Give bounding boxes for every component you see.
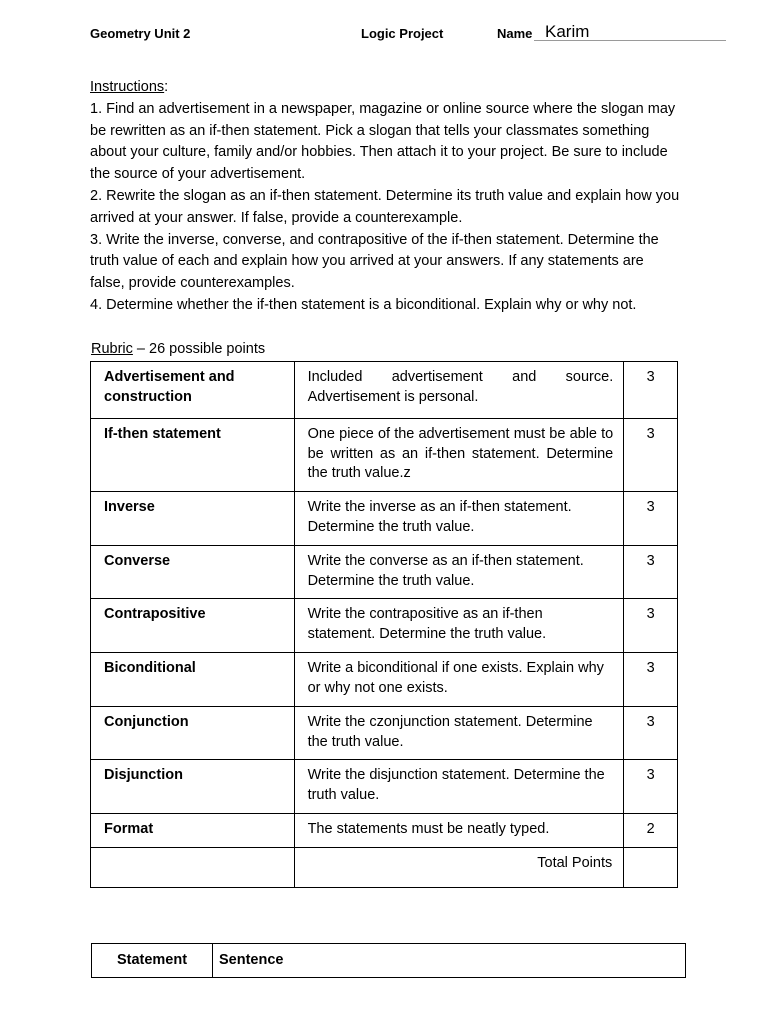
instructions-section: Instructions: 1. Find an advertisement in a newspaper, magazine or online source where the slogan may be rewritten as an if-then statement. Pick a slogan that tells your classmates something about your culture, family and/or hobbies. Then attach it to your project. Be sure to include the source of your advertisement. 2. Rewrite the slogan as an if-then statement. Determine its truth value and explain how you arrived at your answer. If false, provide a counterexample. 3. Write the inverse, converse, and contrapositive of the if-then statement. Determine the truth value of each and explain how you arrived at your answers. If any statements are false, provide counterexamples. 4. Determine whether the if-then statement is a biconditional. Explain why or why not.	[90, 77, 680, 317]
rubric-points: 3	[624, 362, 678, 419]
rubric-description: Write the inverse as an if-then statement. Determine the truth value.	[294, 492, 624, 546]
rubric-criterion: Converse	[91, 546, 295, 599]
rubric-total-row	[91, 848, 678, 888]
rubric-total-blank	[91, 848, 295, 888]
rubric-row	[91, 492, 678, 546]
instruction-item-3: 3. Write the inverse, converse, and contrapositive of the if-then statement. Determine the truth value of each and explain how you arrived at your answers. If any statements are false, provide counterexamples.	[90, 231, 659, 292]
rubric-label	[91, 341, 265, 357]
rubric-description: Included advertisement and source. Advertisement is personal.	[294, 362, 624, 419]
rubric-points: 3	[624, 653, 678, 707]
instruction-item-2: 2. Rewrite the slogan as an if-then statement. Determine its truth value and explain how you arrived at your answer. If false, provide a counterexample.	[90, 187, 680, 226]
name-value[interactable]: Karim	[545, 22, 590, 41]
rubric-criterion: Contrapositive	[91, 599, 295, 653]
name-label: Name	[497, 26, 533, 41]
rubric-description: The statements must be neatly typed.	[294, 814, 624, 848]
statement-header-row	[92, 944, 686, 978]
rubric-heading: Rubric	[91, 341, 133, 357]
rubric-points: 3	[624, 707, 678, 760]
rubric-row	[91, 362, 678, 419]
rubric-criterion: If-then statement	[91, 419, 295, 492]
rubric-description: Write the contrapositive as an if-then statement. Determine the truth value.	[294, 599, 624, 653]
rubric-row	[91, 760, 678, 814]
rubric-points: 3	[624, 599, 678, 653]
rubric-description: Write the czonjunction statement. Determine the truth value.	[294, 707, 624, 760]
rubric-description: One piece of the advertisement must be able to be written as an if-then statement. Determine the truth value.z	[294, 419, 624, 492]
rubric-row	[91, 599, 678, 653]
rubric-description: Write the converse as an if-then statement. Determine the truth value.	[294, 546, 624, 599]
rubric-points: 3	[624, 760, 678, 814]
rubric-row	[91, 419, 678, 492]
rubric-row	[91, 653, 678, 707]
rubric-description: Write a biconditional if one exists. Explain why or why not one exists.	[294, 653, 624, 707]
rubric-points: 2	[624, 814, 678, 848]
statement-table	[91, 943, 686, 978]
rubric-criterion: Format	[91, 814, 295, 848]
course-title: Geometry Unit 2	[90, 26, 191, 41]
rubric-points: 3	[624, 419, 678, 492]
instruction-item-4: 4. Determine whether the if-then statement is a biconditional. Explain why or why not.	[90, 296, 637, 313]
rubric-criterion: Advertisement and construction	[91, 362, 295, 419]
rubric-criterion: Inverse	[91, 492, 295, 546]
instructions-heading: Instructions	[90, 79, 165, 95]
project-title: Logic Project	[361, 26, 444, 41]
instruction-item-1: 1. Find an advertisement in a newspaper, magazine or online source where the slogan may be rewritten as an if-then statement. Pick a slogan that tells your classmates something about your culture, family and/or hobbies. Then attach it to your project. Be sure to include the source of your advertisement.	[90, 100, 676, 183]
rubric-row	[91, 707, 678, 760]
rubric-points-text: – 26 possible points	[132, 341, 266, 357]
statement-header: Statement	[92, 944, 213, 978]
rubric-points: 3	[624, 546, 678, 599]
rubric-row	[91, 546, 678, 599]
rubric-criterion: Conjunction	[91, 707, 295, 760]
rubric-points: 3	[624, 492, 678, 546]
total-points-label: Total Points	[294, 848, 624, 888]
rubric-criterion: Disjunction	[91, 760, 295, 814]
sentence-header: Sentence	[213, 944, 686, 978]
total-points-value[interactable]	[624, 848, 678, 888]
rubric-description: Write the disjunction statement. Determine the truth value.	[294, 760, 624, 814]
rubric-table	[90, 361, 678, 888]
rubric-criterion: Biconditional	[91, 653, 295, 707]
rubric-row	[91, 814, 678, 848]
